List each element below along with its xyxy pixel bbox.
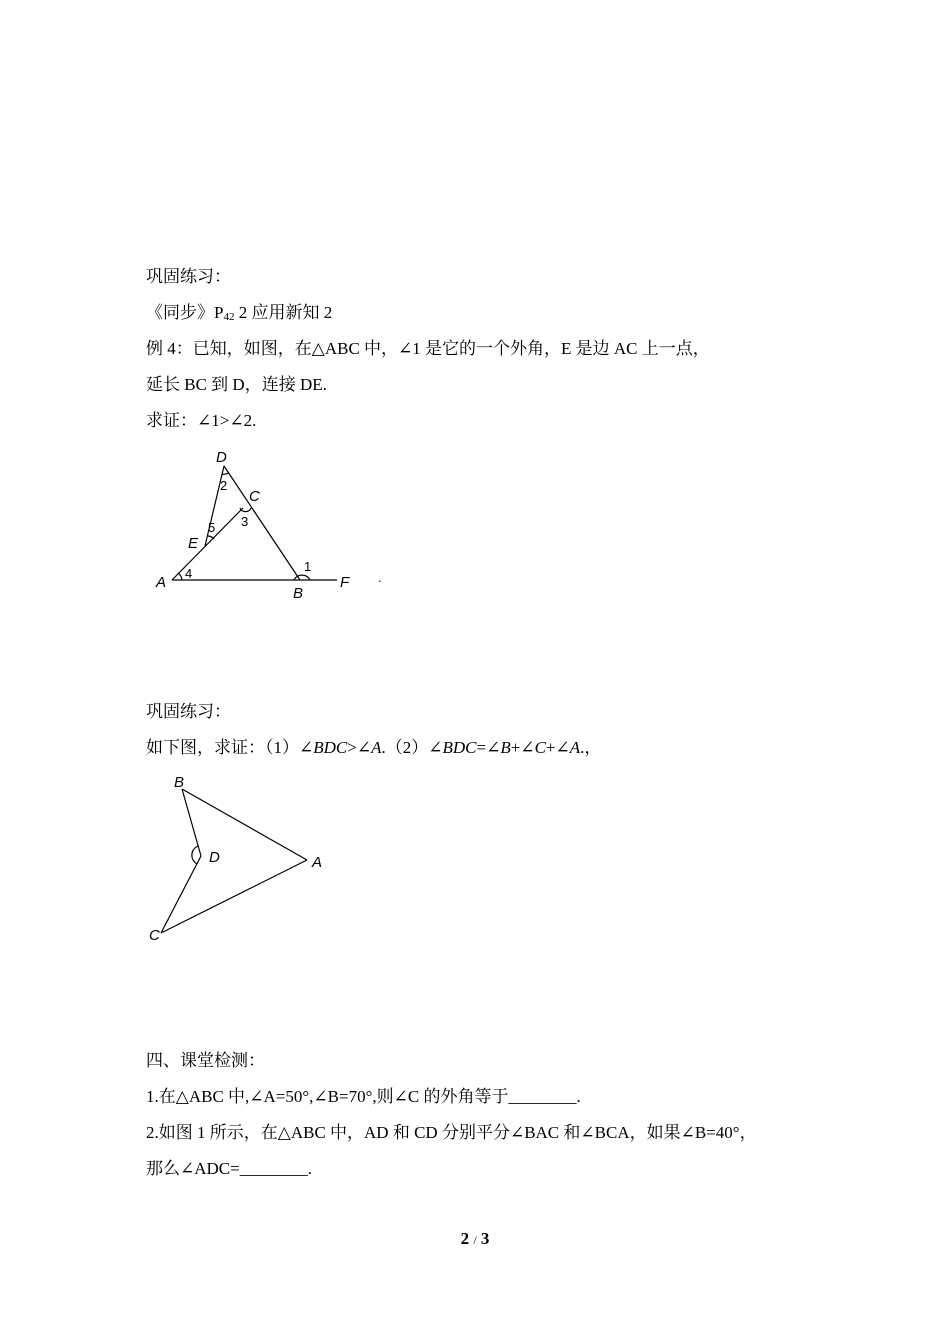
label-c: C [249, 488, 260, 505]
term-a-2: A [569, 738, 581, 757]
label-a: A [312, 854, 323, 871]
label-a: A [156, 574, 167, 591]
segment-b-d [182, 789, 201, 856]
label-f: F [340, 574, 350, 591]
question-2-line-1: 2.如图 1 所示，在△ABC 中，AD 和 CD 分别平分∠BAC 和∠BCA，如果∠B=40°， [146, 1123, 757, 1142]
term-sep: .（2）∠ [381, 738, 443, 757]
term-eq: =∠ [476, 738, 501, 757]
label-b: B [293, 585, 304, 602]
prove-statement: 求证：∠1>∠2. [146, 411, 257, 430]
term-bdc-1: BDC [313, 738, 348, 757]
example-line-1: 例 4：已知，如图，在△ABC 中，∠1 是它的一个外角，E 是边 AC 上一点， [146, 339, 710, 358]
reference-line [146, 302, 332, 328]
term-bdc-2: BDC [442, 738, 477, 757]
reference-page-sub: 42 [223, 311, 235, 323]
segment-d-b [224, 466, 300, 580]
angle-arc-5 [208, 536, 214, 539]
angle-label-2: 2 [220, 478, 228, 493]
label-b: B [174, 774, 185, 791]
example-line-2: 延长 BC 到 D，连接 DE. [146, 375, 327, 394]
concave-quadrilateral-figure [140, 765, 340, 950]
page-number [0, 1228, 950, 1251]
section1-heading: 巩固练习： [146, 267, 231, 286]
segment-c-a [161, 860, 307, 933]
page-total: 3 [480, 1229, 490, 1248]
angle-label-1: 1 [304, 559, 312, 574]
reference-suffix: 2 应用新知 2 [234, 303, 333, 322]
label-d: D [209, 849, 220, 866]
triangle-figure-1 [140, 440, 400, 610]
label-e: E [188, 535, 199, 552]
question-1: 1.在△ABC 中,∠A=50°,∠B=70°,则∠C 的外角等于________. [146, 1087, 581, 1106]
angle-label-5: 5 [208, 520, 216, 535]
term-gt: >∠ [347, 738, 372, 757]
label-d: D [216, 449, 227, 466]
section3-heading: 四、课堂检测： [146, 1051, 265, 1070]
reference-prefix: 《同步》P [146, 303, 224, 322]
segment-b-a [182, 789, 307, 860]
label-c: C [149, 927, 160, 944]
angle-arc-1 [294, 575, 310, 580]
prove-prefix: 如下图，求证：（1）∠ [146, 738, 314, 757]
term-c: C [534, 738, 546, 757]
stray-dot: . [378, 570, 382, 585]
section2-heading: 巩固练习： [146, 702, 231, 721]
page-current: 2 [460, 1229, 470, 1248]
segment-d-c [161, 856, 201, 933]
term-end: .， [580, 738, 602, 757]
term-a-1: A [371, 738, 382, 757]
term-b: B [500, 738, 511, 757]
question-2-line-2: 那么∠ADC=________. [146, 1159, 312, 1178]
term-plus-1: +∠ [510, 738, 535, 757]
angle-label-3: 3 [241, 514, 249, 529]
prove-line-2 [146, 737, 601, 759]
page-separator: / [473, 1233, 477, 1247]
angle-arc-bdc [192, 846, 198, 864]
term-plus-2: +∠ [545, 738, 570, 757]
segment-a-c [172, 508, 243, 580]
angle-arc-4 [178, 573, 182, 580]
angle-label-4: 4 [185, 566, 193, 581]
